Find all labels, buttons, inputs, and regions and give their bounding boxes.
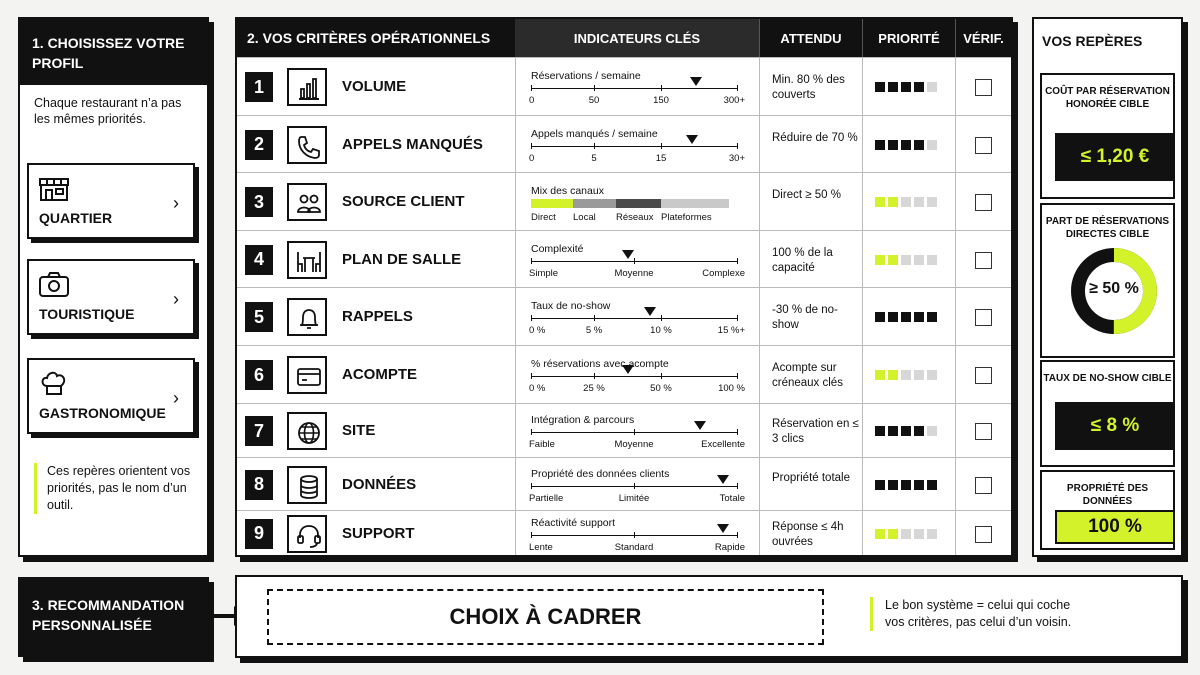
verify-checkbox[interactable] bbox=[975, 137, 992, 154]
verify-checkbox[interactable] bbox=[975, 477, 992, 494]
criteria-row bbox=[237, 57, 1011, 115]
indicator-label: Complexité bbox=[531, 242, 584, 255]
storefront-icon bbox=[38, 174, 70, 202]
row-title: PLAN DE SALLE bbox=[342, 250, 462, 268]
priority-square bbox=[901, 255, 911, 265]
criteria-title: 2. VOS CRITÈRES OPÉRATIONNELS bbox=[237, 19, 515, 57]
priority-square bbox=[888, 140, 898, 150]
scale-tick bbox=[634, 258, 635, 264]
indicator-scale bbox=[531, 70, 753, 106]
scale-tick-label: 0 bbox=[529, 95, 535, 106]
chevron-right-icon: › bbox=[173, 289, 179, 309]
priority-square bbox=[914, 255, 924, 265]
priority-square bbox=[875, 426, 885, 436]
scale-tick bbox=[531, 532, 532, 538]
table-chairs-icon bbox=[295, 248, 323, 276]
row-icon-box bbox=[287, 126, 327, 164]
indicator-scale bbox=[531, 358, 753, 394]
scale-tick-label: 15 %+ bbox=[717, 325, 745, 336]
row-number: 4 bbox=[245, 245, 273, 275]
indicator-scale bbox=[531, 468, 753, 504]
profile-option-touristique[interactable] bbox=[27, 259, 195, 335]
criteria-table bbox=[235, 17, 1013, 557]
row-number: 2 bbox=[245, 130, 273, 160]
priority-square bbox=[927, 370, 937, 380]
expected-value: -30 % de no-show bbox=[772, 304, 838, 331]
row-icon-box bbox=[287, 466, 327, 504]
scale-marker bbox=[686, 135, 698, 144]
priority-square bbox=[901, 529, 911, 539]
scale-tick-label: Partielle bbox=[529, 492, 564, 504]
scale-tick-label: 10 % bbox=[650, 325, 672, 336]
scale-marker bbox=[622, 365, 634, 374]
scale-marker bbox=[690, 77, 702, 86]
scale-tick bbox=[594, 315, 595, 321]
scale-tick-label: 0 bbox=[529, 152, 535, 164]
scale-tick bbox=[737, 373, 738, 379]
priority-square bbox=[888, 82, 898, 92]
indicator-label: Taux de no-show bbox=[531, 300, 611, 312]
scale-tick-label: Limitée bbox=[618, 492, 650, 504]
mix-segment bbox=[616, 199, 661, 208]
criteria-row bbox=[237, 230, 1011, 287]
row-title: RAPPELS bbox=[342, 308, 413, 325]
priority-square bbox=[888, 312, 898, 322]
credit-card-icon bbox=[295, 363, 323, 391]
row-number: 3 bbox=[245, 187, 273, 217]
repere-label: PART DE RÉSERVATIONS DIRECTES CIBLE bbox=[1045, 216, 1170, 240]
scale-tick bbox=[737, 85, 738, 91]
repere-direct-share bbox=[1040, 203, 1175, 358]
scale-tick-label: 300+ bbox=[723, 95, 745, 106]
priority-level bbox=[875, 197, 937, 207]
mix-label: Réseaux bbox=[616, 212, 654, 223]
priority-square bbox=[888, 255, 898, 265]
scale-tick bbox=[531, 143, 532, 149]
expected-value: Direct ≥ 50 % bbox=[772, 189, 841, 201]
header-expected: ATTENDU bbox=[759, 19, 862, 57]
priority-square bbox=[914, 529, 924, 539]
row-title: APPELS MANQUÉS bbox=[342, 135, 483, 153]
priority-square bbox=[888, 529, 898, 539]
verify-checkbox[interactable] bbox=[975, 423, 992, 440]
priority-square bbox=[901, 197, 911, 207]
profile-option-quartier[interactable] bbox=[27, 163, 195, 239]
priority-square bbox=[914, 370, 924, 380]
expected-value: Acompte sur créneaux clés bbox=[772, 362, 843, 389]
priority-square bbox=[927, 140, 937, 150]
indicator-label: Intégration & parcours bbox=[531, 414, 635, 426]
recommendation-note: Le bon système = celui qui coche vos critères, pas celui d’un voisin. bbox=[870, 597, 1090, 631]
globe-icon bbox=[295, 419, 323, 447]
priority-square bbox=[901, 140, 911, 150]
row-icon-box bbox=[287, 183, 327, 221]
scale-tick-label: 5 bbox=[591, 152, 597, 164]
scale-marker bbox=[644, 307, 656, 316]
mix-label: Local bbox=[573, 212, 596, 223]
scale-tick-label: 50 % bbox=[650, 383, 672, 394]
scale-marker bbox=[694, 421, 706, 430]
criteria-row bbox=[237, 403, 1011, 457]
priority-level bbox=[875, 255, 937, 265]
row-title: SOURCE CLIENT bbox=[342, 193, 465, 210]
scale-tick-label: 0 % bbox=[529, 325, 546, 336]
row-icon-box bbox=[287, 515, 327, 553]
priority-square bbox=[875, 197, 885, 207]
scale-tick-label: Standard bbox=[614, 541, 654, 553]
priority-square bbox=[927, 82, 937, 92]
scale-tick-label: 30+ bbox=[728, 152, 745, 164]
row-number: 8 bbox=[245, 470, 273, 500]
header-check: VÉRIF. bbox=[955, 19, 1011, 57]
priority-square bbox=[901, 426, 911, 436]
scale-marker bbox=[622, 250, 634, 259]
verify-checkbox[interactable] bbox=[975, 367, 992, 384]
priority-square bbox=[888, 370, 898, 380]
priority-square bbox=[888, 480, 898, 490]
indicator-scale bbox=[531, 128, 753, 164]
scale-tick-label: Excellente bbox=[701, 439, 745, 450]
recommendation-box bbox=[235, 575, 1183, 658]
scale-tick bbox=[634, 532, 635, 538]
scale-tick-label: Totale bbox=[719, 492, 745, 504]
header-indicators: INDICATEURS CLÉS bbox=[515, 19, 759, 57]
priority-level bbox=[875, 480, 937, 490]
criteria-row bbox=[237, 172, 1011, 230]
scale-tick-label: 25 % bbox=[583, 383, 605, 394]
repere-value: 100 % bbox=[1055, 510, 1175, 544]
scale-line bbox=[531, 318, 737, 319]
priority-level bbox=[875, 529, 937, 539]
people-icon bbox=[295, 190, 323, 218]
row-number: 6 bbox=[245, 360, 273, 390]
repere-label: COÛT PAR RÉSERVATION HONORÉE CIBLE bbox=[1045, 86, 1170, 110]
row-icon-box bbox=[287, 412, 327, 450]
verify-checkbox[interactable] bbox=[975, 309, 992, 326]
profile-title: 1. CHOISISSEZ VOTRE PROFIL bbox=[20, 19, 207, 85]
profile-intro: Chaque restaurant n’a pas les mêmes priorités. bbox=[34, 96, 182, 126]
headset-icon bbox=[295, 522, 323, 550]
donut-gauge bbox=[1070, 247, 1158, 335]
scale-tick bbox=[531, 483, 532, 489]
scale-tick-label: 100 % bbox=[718, 383, 745, 394]
indicator-scale bbox=[531, 243, 753, 279]
priority-square bbox=[875, 255, 885, 265]
criteria-row bbox=[237, 510, 1011, 555]
repere-label: PROPRIÉTÉ DES DONNÉES bbox=[1066, 483, 1149, 507]
row-icon-box bbox=[287, 356, 327, 394]
scale-tick bbox=[737, 532, 738, 538]
repere-label: TAUX DE NO-SHOW CIBLE bbox=[1043, 373, 1172, 384]
row-title: SUPPORT bbox=[342, 524, 415, 542]
priority-square bbox=[875, 82, 885, 92]
mix-label: Direct bbox=[531, 212, 556, 223]
verify-checkbox[interactable] bbox=[975, 252, 992, 269]
scale-tick bbox=[661, 315, 662, 321]
scale-tick bbox=[634, 429, 635, 435]
profile-option-label: QUARTIER bbox=[39, 210, 113, 226]
mix-segment bbox=[531, 199, 573, 208]
priority-square bbox=[914, 197, 924, 207]
priority-square bbox=[875, 312, 885, 322]
scale-tick-label: Complexe bbox=[702, 267, 745, 279]
row-icon-box bbox=[287, 298, 327, 336]
scale-tick bbox=[531, 315, 532, 321]
row-icon-box bbox=[287, 241, 327, 279]
priority-square bbox=[914, 82, 924, 92]
row-number: 1 bbox=[245, 72, 273, 102]
bell-icon bbox=[295, 305, 323, 333]
row-number: 9 bbox=[245, 519, 273, 549]
verify-checkbox[interactable] bbox=[975, 526, 992, 543]
indicator-label: Appels manqués / semaine bbox=[531, 127, 658, 140]
row-number: 7 bbox=[245, 416, 273, 446]
criteria-row bbox=[237, 457, 1011, 510]
scale-line bbox=[531, 146, 737, 147]
priority-square bbox=[888, 197, 898, 207]
priority-level bbox=[875, 82, 937, 92]
priority-square bbox=[927, 255, 937, 265]
priority-square bbox=[927, 426, 937, 436]
scale-tick-label: 150 bbox=[653, 95, 669, 106]
chevron-right-icon: › bbox=[173, 193, 179, 213]
priority-square bbox=[875, 529, 885, 539]
scale-tick bbox=[737, 483, 738, 489]
row-title: SITE bbox=[342, 422, 376, 439]
scale-tick bbox=[531, 429, 532, 435]
scale-tick-label: Rapide bbox=[714, 541, 745, 553]
scale-tick bbox=[634, 483, 635, 489]
row-icon-box bbox=[287, 68, 327, 106]
priority-level bbox=[875, 426, 937, 436]
repere-data-ownership bbox=[1040, 470, 1175, 550]
mix-segment bbox=[661, 199, 729, 208]
scale-tick-label: Faible bbox=[529, 439, 555, 450]
row-title: ACOMPTE bbox=[342, 366, 417, 383]
scale-line bbox=[531, 88, 737, 89]
expected-value: Propriété totale bbox=[772, 471, 850, 484]
priority-square bbox=[927, 480, 937, 490]
repere-no-show bbox=[1040, 360, 1175, 467]
criteria-row bbox=[237, 345, 1011, 403]
priority-square bbox=[901, 370, 911, 380]
mix-segment bbox=[573, 199, 616, 208]
database-icon bbox=[295, 473, 323, 501]
expected-value: Réservation en ≤ 3 clics bbox=[772, 418, 859, 445]
scale-marker bbox=[717, 475, 729, 484]
scale-tick bbox=[661, 143, 662, 149]
choice-placeholder: CHOIX À CADRER bbox=[267, 589, 824, 645]
scale-line bbox=[531, 376, 737, 377]
priority-square bbox=[914, 140, 924, 150]
recommendation-title: 3. RECOMMANDATION PERSONNALISÉE bbox=[18, 577, 209, 657]
expected-value: Réduire de 70 % bbox=[772, 131, 858, 144]
priority-square bbox=[927, 529, 937, 539]
repere-value: ≥ 50 % bbox=[1089, 280, 1139, 297]
scale-tick bbox=[661, 85, 662, 91]
priority-square bbox=[875, 480, 885, 490]
priority-square bbox=[914, 426, 924, 436]
indicator-scale bbox=[531, 517, 753, 553]
profile-option-label: GASTRONOMIQUE bbox=[39, 405, 166, 421]
priority-square bbox=[914, 480, 924, 490]
indicator-scale bbox=[531, 414, 753, 450]
criteria-row bbox=[237, 287, 1011, 345]
priority-square bbox=[927, 312, 937, 322]
phone-icon bbox=[295, 133, 323, 161]
mix-label: Plateformes bbox=[661, 212, 712, 223]
scale-tick-label: Lente bbox=[529, 541, 553, 553]
indicator-label: Réservations / semaine bbox=[531, 70, 641, 82]
scale-tick bbox=[661, 373, 662, 379]
scale-tick-label: 0 % bbox=[529, 383, 546, 394]
repere-value: ≤ 8 % bbox=[1055, 402, 1175, 450]
scale-marker bbox=[717, 524, 729, 533]
priority-square bbox=[927, 197, 937, 207]
row-number: 5 bbox=[245, 302, 273, 332]
repere-cost bbox=[1040, 73, 1175, 199]
profile-option-label: TOURISTIQUE bbox=[39, 306, 135, 322]
verify-checkbox[interactable] bbox=[975, 79, 992, 96]
bar-chart-icon bbox=[295, 75, 323, 103]
scale-tick bbox=[737, 429, 738, 435]
chevron-right-icon: › bbox=[173, 388, 179, 408]
priority-square bbox=[901, 312, 911, 322]
profile-panel bbox=[18, 17, 209, 557]
header-priority: PRIORITÉ bbox=[862, 19, 955, 57]
scale-tick bbox=[737, 258, 738, 264]
row-title: VOLUME bbox=[342, 78, 407, 95]
scale-tick bbox=[531, 373, 532, 379]
priority-square bbox=[888, 426, 898, 436]
priority-square bbox=[875, 370, 885, 380]
reperes-title: VOS REPÈRES bbox=[1042, 33, 1143, 49]
scale-tick-label: Moyenne bbox=[614, 267, 654, 279]
scale-tick bbox=[531, 258, 532, 264]
priority-square bbox=[914, 312, 924, 322]
indicator-label: Propriété des données clients bbox=[531, 467, 670, 480]
indicator-scale bbox=[531, 185, 753, 221]
verify-checkbox[interactable] bbox=[975, 194, 992, 211]
scale-tick-label: Moyenne bbox=[614, 439, 654, 450]
priority-square bbox=[901, 82, 911, 92]
profile-note: Ces repères orientent vos priorités, pas le nom d’un outil. bbox=[34, 463, 194, 514]
priority-level bbox=[875, 140, 937, 150]
indicator-scale bbox=[531, 300, 753, 336]
row-title: DONNÉES bbox=[342, 475, 417, 493]
scale-tick bbox=[737, 315, 738, 321]
criteria-row bbox=[237, 115, 1011, 172]
profile-option-gastronomique[interactable] bbox=[27, 358, 195, 434]
expected-value: Min. 80 % des couverts bbox=[772, 74, 845, 101]
priority-square bbox=[875, 140, 885, 150]
indicator-label: Mix des canaux bbox=[531, 185, 604, 197]
reperes-panel bbox=[1032, 17, 1183, 557]
scale-tick bbox=[594, 373, 595, 379]
scale-tick bbox=[594, 143, 595, 149]
scale-tick-label: 15 bbox=[655, 152, 667, 164]
repere-value: ≤ 1,20 € bbox=[1055, 133, 1175, 181]
scale-tick-label: Simple bbox=[529, 267, 559, 279]
indicator-label: Réactivité support bbox=[531, 516, 616, 529]
chef-hat-icon bbox=[38, 369, 70, 397]
scale-tick-label: 5 % bbox=[585, 325, 603, 336]
priority-level bbox=[875, 370, 937, 380]
expected-value: Réponse ≤ 4h ouvrées bbox=[772, 520, 844, 548]
scale-tick bbox=[737, 143, 738, 149]
scale-tick-label: 50 bbox=[588, 95, 600, 106]
camera-icon bbox=[38, 270, 70, 298]
indicator-label: % réservations avec acompte bbox=[531, 358, 669, 370]
priority-level bbox=[875, 312, 937, 322]
priority-square bbox=[901, 480, 911, 490]
expected-value: 100 % de la capacité bbox=[772, 246, 833, 274]
scale-tick bbox=[594, 85, 595, 91]
scale-tick bbox=[531, 85, 532, 91]
